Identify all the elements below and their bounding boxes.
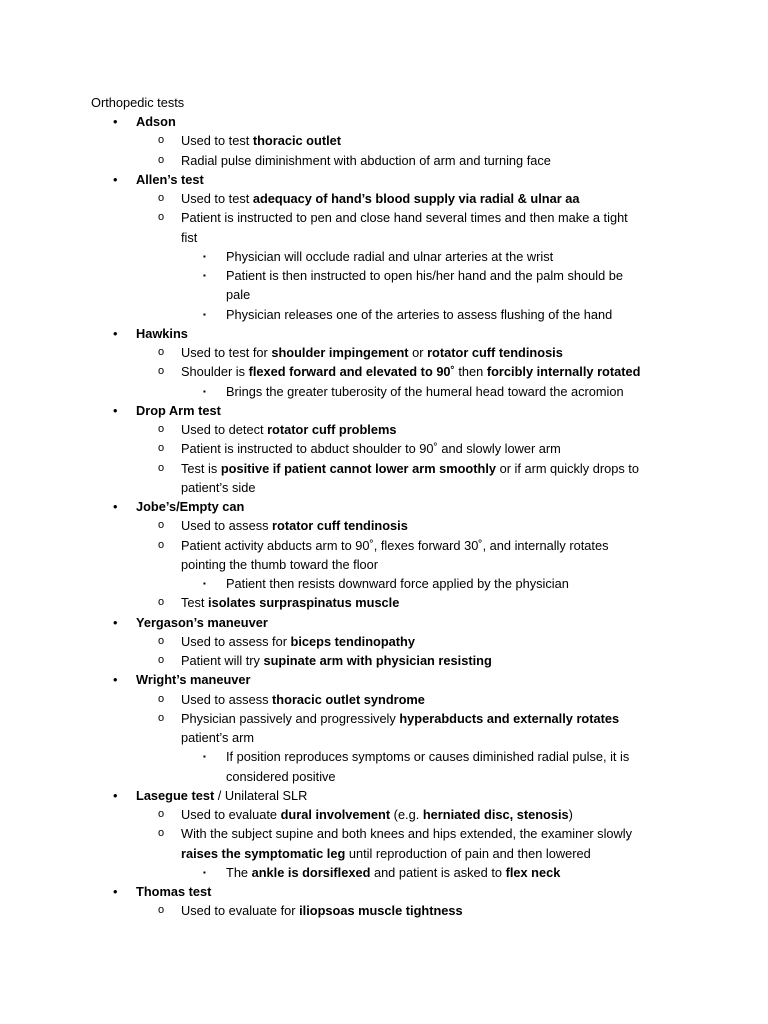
item-text: (e.g. [390, 807, 423, 822]
item-text: Used to assess [181, 518, 273, 534]
emphasis-text: iliopsoas muscle tightness [299, 903, 463, 919]
test-name: Drop Arm test [136, 402, 221, 418]
item-text: Used to evaluate for [181, 903, 300, 919]
item-text: patient’s side [181, 479, 256, 495]
bullet-icon: • [113, 787, 118, 803]
list-item [158, 690, 425, 709]
list-item [158, 439, 561, 458]
emphasis-text: thoracic outlet [252, 133, 342, 149]
item-text: ) [568, 807, 573, 822]
sub-list-item [203, 382, 624, 401]
item-text: Used to test for [181, 345, 272, 360]
circle-bullet-icon: o [158, 808, 165, 820]
list-item-continuation [226, 767, 336, 786]
circle-bullet-icon: o [158, 442, 165, 455]
test-name: Lasegue test [136, 787, 215, 803]
bullet-icon: • [113, 614, 118, 630]
test-name: Adson [136, 114, 176, 129]
sub-list-item [203, 574, 569, 593]
circle-bullet-icon: o [158, 346, 165, 358]
circle-bullet-icon: o [158, 461, 165, 474]
circle-bullet-icon: o [158, 192, 165, 204]
square-bullet-icon: ▪ [203, 251, 206, 261]
circle-bullet-icon: o [158, 634, 165, 647]
item-text: The [226, 864, 252, 880]
item-text: Used to detect [181, 422, 268, 437]
item-text: considered positive [226, 768, 336, 784]
bullet-icon: • [113, 325, 118, 341]
square-bullet-icon: ▪ [203, 309, 206, 319]
item-text: Physician passively and progressively [181, 710, 400, 726]
item-text: or [408, 345, 428, 360]
list-item [158, 208, 628, 227]
circle-bullet-icon: o [158, 365, 165, 378]
test-heading [113, 882, 212, 901]
item-text: fist [181, 229, 198, 245]
test-name: Allen’s test [136, 171, 204, 187]
square-bullet-icon: ▪ [203, 752, 206, 762]
item-text: Radial pulse diminishment with abduction of arm and turning face [181, 152, 551, 168]
list-item [158, 516, 408, 535]
emphasis-text: positive if patient cannot lower arm smoothly [220, 460, 497, 476]
item-text: Patient then resists downward force applied by the physician [226, 576, 569, 591]
circle-bullet-icon: o [158, 538, 165, 551]
test-name: Yergason’s maneuver [136, 614, 268, 630]
item-text: and patient is asked to [370, 864, 506, 880]
item-text: until reproduction of pain and then lowered [345, 845, 591, 861]
bullet-icon: • [113, 114, 118, 129]
list-item [158, 824, 633, 843]
circle-bullet-icon: o [158, 654, 165, 666]
emphasis-text: biceps tendinopathy [290, 633, 415, 649]
list-item [158, 651, 492, 670]
square-bullet-icon: ▪ [203, 386, 206, 396]
item-text: Test [181, 595, 209, 611]
test-name: Wright’s maneuver [136, 672, 251, 688]
item-text: Shoulder is [181, 364, 249, 380]
list-item [158, 131, 342, 150]
item-text: Used to assess [181, 691, 273, 707]
item-text: If position reproduces symptoms or causes diminished radial pulse, it is [226, 749, 630, 765]
item-text: pale [226, 287, 251, 303]
item-text: Patient is instructed to pen and close hand several times and then make a tight [181, 210, 628, 226]
item-text: Physician will occlude radial and ulnar arteries at the wrist [226, 248, 554, 264]
emphasis-text: rotator cuff tendinosis [272, 518, 408, 534]
list-item [158, 362, 641, 381]
square-bullet-icon: ▪ [203, 579, 206, 588]
emphasis-text: ankle is dorsiflexed [251, 864, 371, 880]
sub-list-item [203, 747, 630, 766]
item-text: Used to assess for [181, 633, 291, 649]
circle-bullet-icon: o [158, 519, 165, 532]
test-heading [113, 324, 188, 343]
sub-list-item [203, 247, 554, 266]
list-item-continuation [181, 844, 591, 863]
list-item [158, 459, 639, 478]
test-name: Thomas test [136, 884, 212, 899]
circle-bullet-icon: o [158, 596, 165, 609]
circle-bullet-icon: o [158, 134, 165, 147]
bullet-icon: • [113, 672, 118, 688]
list-item-continuation [226, 285, 250, 304]
test-heading [113, 112, 176, 131]
list-item [158, 709, 620, 728]
list-item [158, 901, 463, 920]
item-text: With the subject supine and both knees and hips extended, the examiner slowly [181, 826, 633, 842]
sub-list-item [203, 863, 561, 882]
test-heading [113, 497, 245, 516]
emphasis-text: hyperabducts and externally rotates [399, 710, 620, 726]
list-item [158, 343, 563, 362]
item-text: Patient is then instructed to open his/her hand and the palm should be [226, 268, 623, 283]
emphasis-text: herniated disc, stenosis [422, 807, 569, 822]
emphasis-text: rotator cuff problems [267, 422, 397, 437]
test-name-suffix: / Unilateral SLR [214, 787, 308, 803]
list-item [158, 593, 400, 612]
square-bullet-icon: ▪ [203, 271, 206, 280]
emphasis-text: thoracic outlet syndrome [272, 691, 425, 707]
item-text: patient’s arm [181, 730, 255, 745]
circle-bullet-icon: o [158, 827, 165, 840]
list-item [158, 536, 609, 555]
emphasis-text: adequacy of hand’s blood supply via radial & ulnar aa [252, 191, 580, 206]
circle-bullet-icon: o [158, 423, 165, 435]
item-text: Brings the greater tuberosity of the humeral head toward the acromion [226, 383, 624, 399]
test-heading [113, 170, 204, 189]
emphasis-text: flex neck [505, 864, 561, 880]
list-item-continuation [181, 478, 255, 497]
test-heading [113, 670, 251, 689]
test-heading [113, 401, 221, 420]
item-text: Patient activity abducts arm to 90˚, flexes forward 30˚, and internally rotates [181, 537, 609, 553]
test-heading [113, 786, 308, 805]
emphasis-text: isolates surpraspinatus muscle [208, 595, 400, 611]
emphasis-text: rotator cuff tendinosis [427, 345, 563, 360]
bullet-icon: • [113, 171, 118, 187]
list-item [158, 420, 397, 439]
list-item-continuation [181, 728, 254, 747]
test-name: Jobe’s/Empty can [136, 499, 245, 514]
bullet-icon: • [113, 402, 118, 418]
test-name: Hawkins [136, 325, 188, 341]
page-title: Orthopedic tests [91, 95, 185, 110]
emphasis-text: supinate arm with physician resisting [263, 653, 492, 668]
circle-bullet-icon: o [158, 904, 165, 917]
item-text: Patient is instructed to abduct shoulder to 90˚ and slowly lower arm [181, 441, 561, 457]
item-text: pointing the thumb toward the floor [181, 556, 379, 572]
circle-bullet-icon: o [158, 711, 165, 724]
circle-bullet-icon: o [158, 692, 165, 705]
item-text: or if arm quickly drops to [496, 460, 639, 476]
emphasis-text: forcibly internally rotated [486, 364, 641, 380]
list-item [158, 805, 573, 824]
circle-bullet-icon: o [158, 211, 165, 224]
list-item [158, 189, 580, 208]
list-item [158, 151, 551, 170]
item-text: Used to test [181, 191, 253, 206]
item-text: Patient will try [181, 653, 264, 668]
emphasis-text: shoulder impingement [271, 345, 409, 360]
bullet-icon: • [113, 884, 118, 899]
test-heading [113, 613, 268, 632]
item-text: Physician releases one of the arteries to assess flushing of the hand [226, 306, 613, 322]
emphasis-text: raises the symptomatic leg [181, 845, 346, 861]
item-text: Test is [181, 460, 221, 476]
item-text: then [454, 364, 487, 380]
sub-list-item [203, 305, 613, 324]
emphasis-text: flexed forward and elevated to 90˚ [248, 364, 455, 380]
circle-bullet-icon: o [158, 153, 165, 166]
bullet-icon: • [113, 499, 118, 514]
emphasis-text: dural involvement [280, 807, 391, 822]
square-bullet-icon: ▪ [203, 867, 206, 877]
list-item [158, 632, 415, 651]
item-text: Used to evaluate [181, 807, 281, 822]
item-text: Used to test [181, 133, 253, 149]
list-item-continuation [181, 228, 197, 247]
list-item-continuation [181, 555, 378, 574]
sub-list-item [203, 266, 623, 285]
